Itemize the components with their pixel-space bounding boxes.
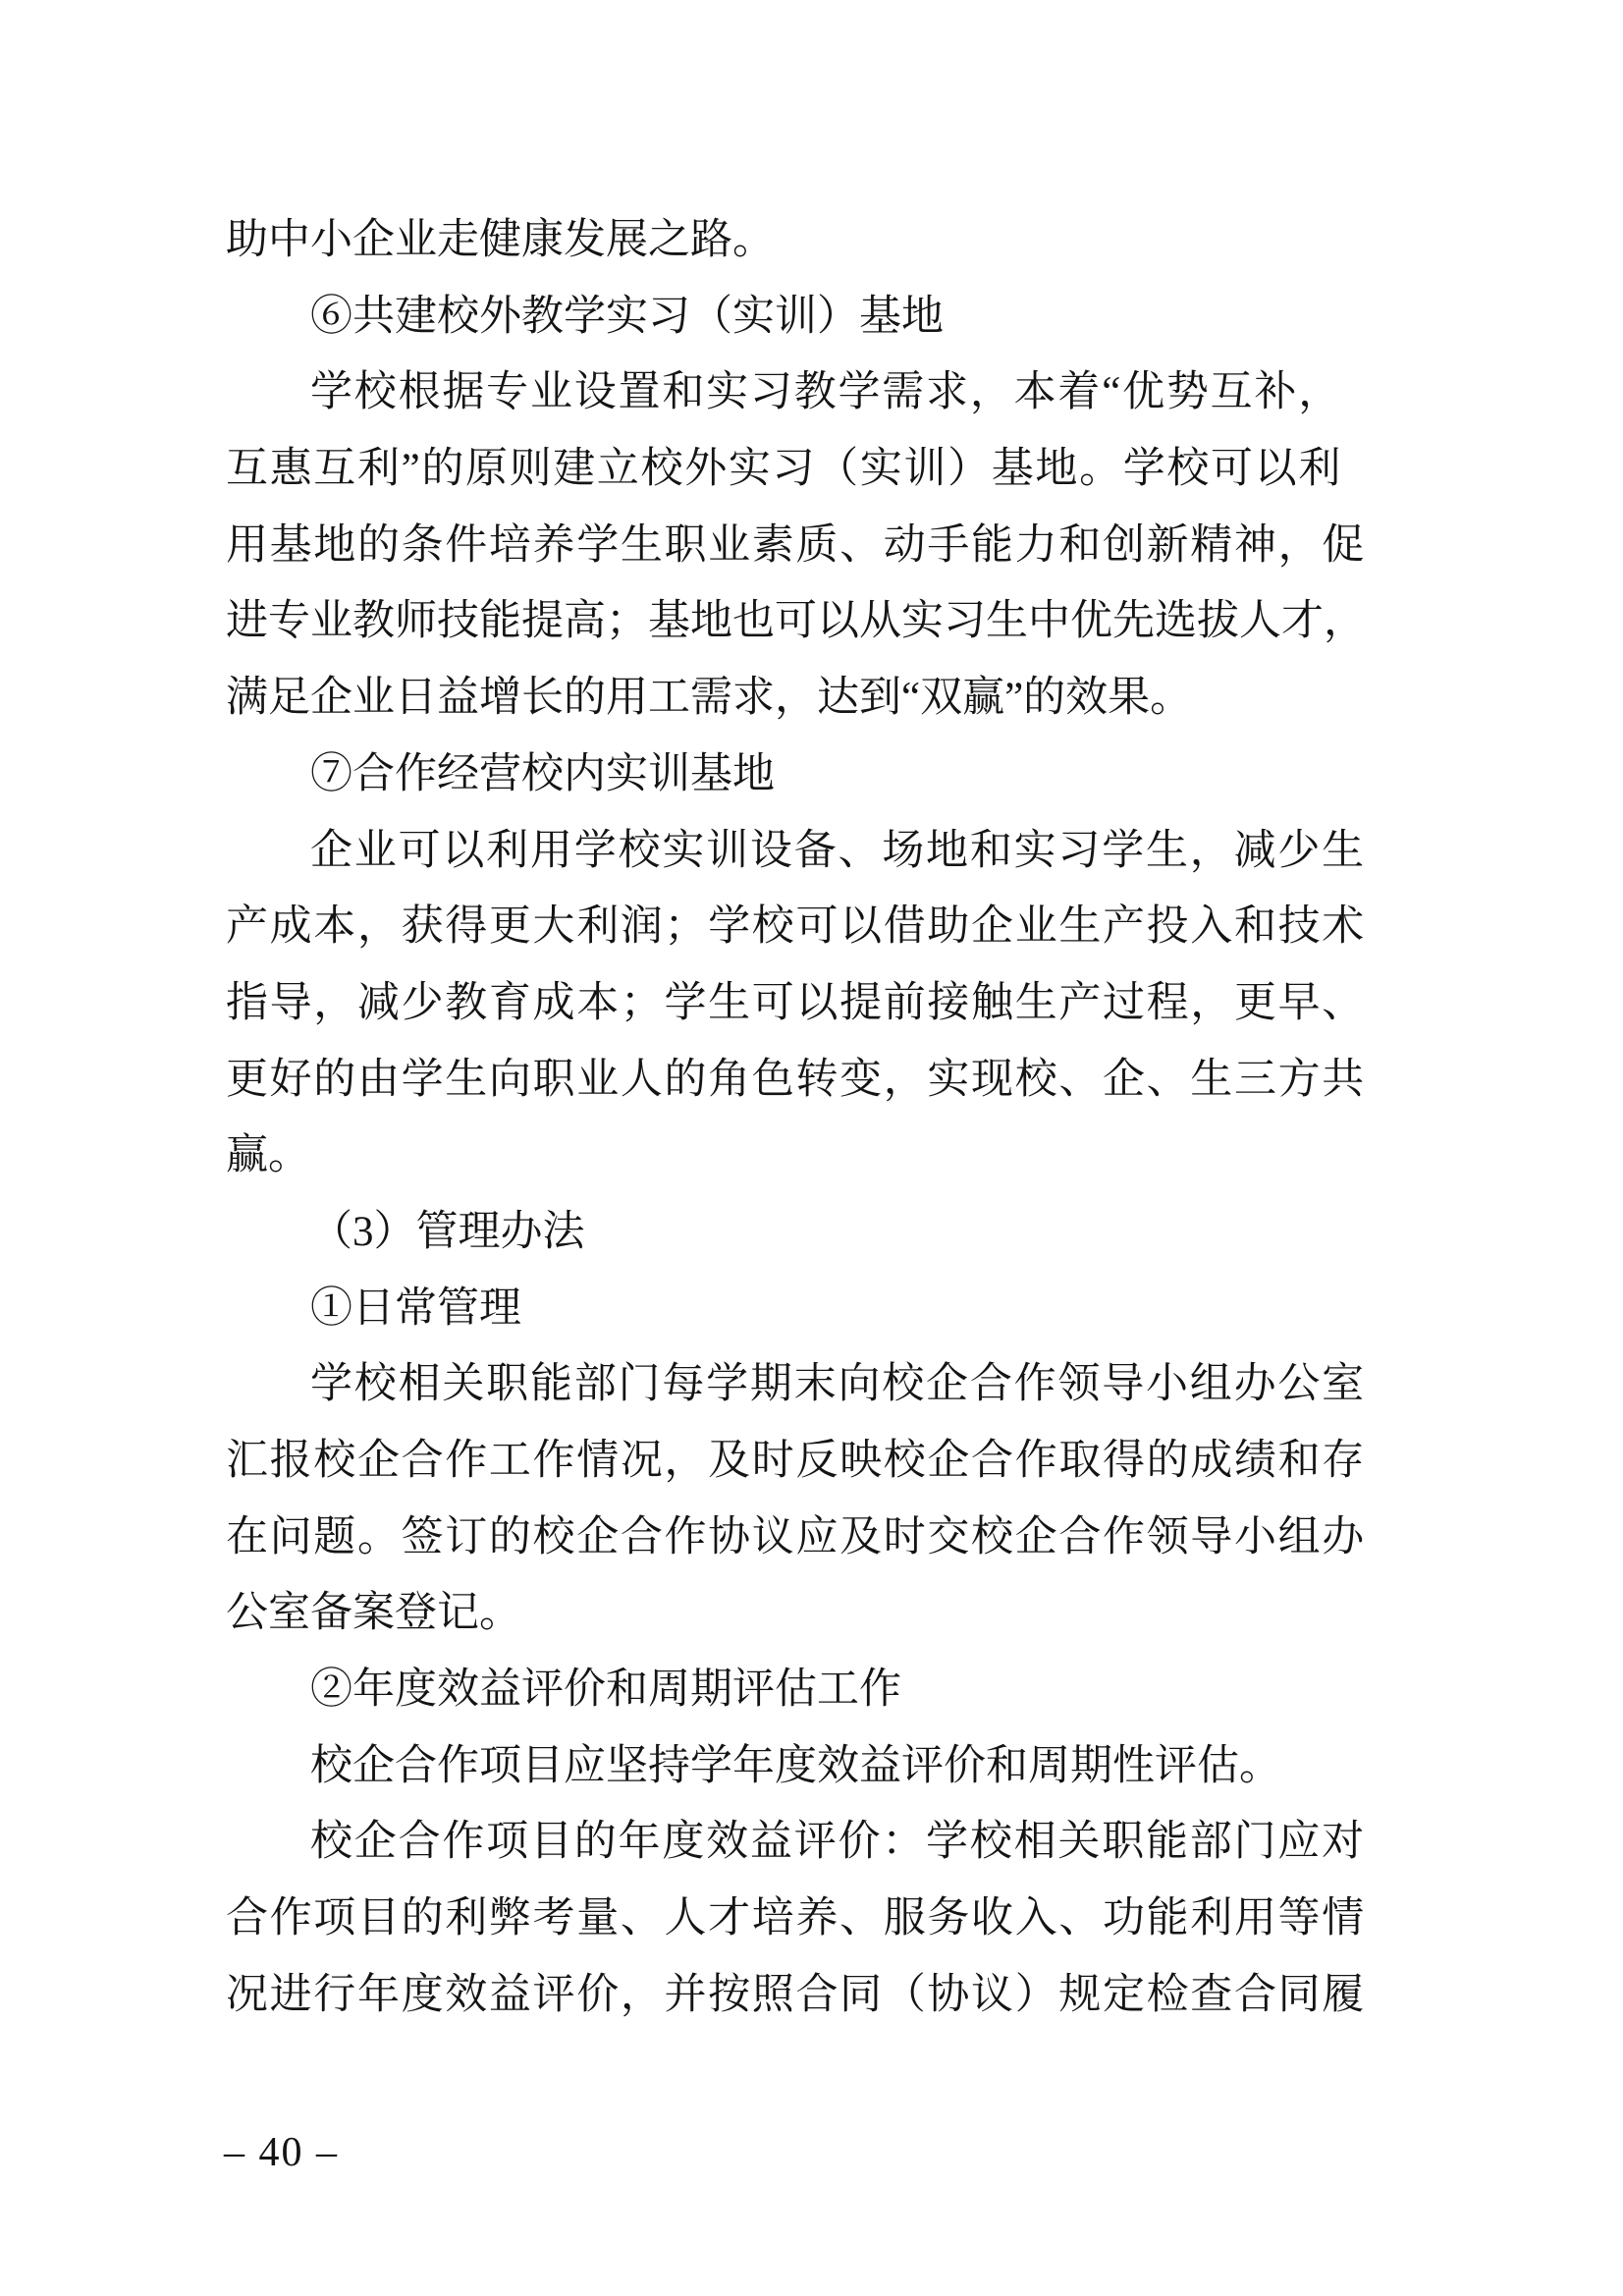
text-line: 况进行年度效益评价，并按照合同（协议）规定检查合同履 — [226, 1971, 1366, 2018]
text-line: 产成本，获得更大利润；学校可以借助企业生产投入和技术 — [226, 903, 1366, 951]
text-line: 互惠互利”的原则建立校外实习（实训）基地。学校可以利 — [226, 446, 1342, 493]
text-line: ①日常管理 — [310, 1285, 521, 1332]
page-number: – 40 – — [224, 2130, 339, 2175]
text-line: ⑥共建校外教学实习（实训）基地 — [310, 293, 944, 340]
text-line: （3）管理办法 — [310, 1208, 585, 1255]
text-line: 满足企业日益增长的用工需求，达到“双赢”的效果。 — [226, 675, 1193, 722]
text-line: 指导，减少教育成本；学生可以提前接触生产过程，更早、 — [226, 979, 1366, 1026]
text-line: 汇报校企合作工作情况，及时反映校企合作取得的成绩和存 — [226, 1438, 1366, 1484]
text-line: 在问题。签订的校企合作协议应及时交校企合作领导小组办 — [226, 1513, 1366, 1560]
text-line: 校企合作项目的年度效益评价：学校相关职能部门应对 — [310, 1819, 1366, 1866]
text-line: 用基地的条件培养学生职业素质、动手能力和创新精神，促 — [226, 521, 1366, 569]
text-line: ⑦合作经营校内实训基地 — [310, 750, 775, 797]
text-line: 赢。 — [226, 1132, 310, 1179]
text-line: 助中小企业走健康发展之路。 — [226, 217, 775, 263]
text-line: 企业可以利用学校实训设备、场地和实习学生，减少生 — [310, 827, 1366, 874]
text-line: 学校相关职能部门每学期末向校企合作领导小组办公室 — [310, 1361, 1366, 1408]
text-line: 校企合作项目应坚持学年度效益评价和周期性评估。 — [310, 1742, 1281, 1789]
text-line: 学校根据专业设置和实习教学需求，本着“优势互补， — [310, 369, 1343, 416]
document-body — [226, 202, 1366, 2034]
text-line: ②年度效益评价和周期评估工作 — [310, 1667, 901, 1714]
text-line: 进专业教师技能提高；基地也可以从实习生中优先选拔人才， — [226, 598, 1366, 645]
text-line: 更好的由学生向职业人的角色转变，实现校、企、生三方共 — [226, 1056, 1366, 1103]
text-line: 合作项目的利弊考量、人才培养、服务收入、功能利用等情 — [226, 1895, 1366, 1942]
text-line: 公室备案登记。 — [226, 1590, 521, 1637]
